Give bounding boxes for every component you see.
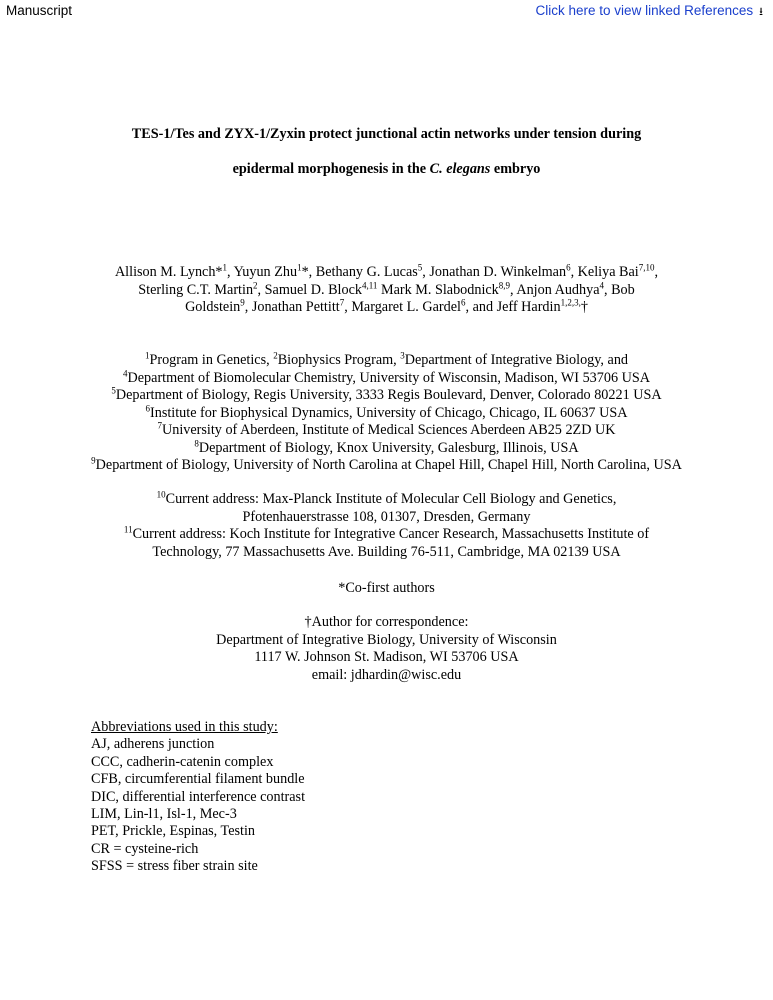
correspondence bbox=[60, 614, 713, 684]
author-affiliation: 6 bbox=[460, 297, 466, 308]
author-name: Jeff Hardin bbox=[496, 299, 561, 315]
correspondence-address: 1117 W. Johnson St. Madison, WI 53706 USA bbox=[254, 649, 519, 665]
manuscript-label: Manuscript bbox=[6, 3, 73, 18]
current-addresses bbox=[60, 491, 713, 561]
affiliation-line: $^6$Institute for Biophysical Dynamics, University of Chicago, Chicago, IL 60637 USA bbox=[145, 402, 628, 421]
author-affiliation: 5 bbox=[417, 262, 423, 273]
abbreviations-heading: Abbreviations used in this study: bbox=[91, 719, 278, 735]
abbreviation-item: DIC, differential interference contrast bbox=[91, 788, 306, 805]
author-affiliation: 1 bbox=[297, 262, 302, 273]
current-address-line: Technology, 77 Massachusetts Ave. Building 76-511, Cambridge, MA 02139 USA bbox=[152, 543, 621, 560]
author-affiliation: 7,10 bbox=[638, 262, 655, 273]
current-address-line: $^{10}$Current address: Max-Planck Institute of Molecular Cell Biology and Genetics, bbox=[156, 489, 617, 507]
author-list: Allison M. Lynch*$^1$, Yuyun Zhu$^1$*, Bethany G. Lucas$^5$, Jonathan D. Winkelman$^6$, Keliya Bai$^{7,10}$, Sterling C.T. Martin$^2$, Samuel D. Block$^{4,11}$ Mark M. Slabodnick$^{8,9}$, Anjon Audhya$^4$, Bob Goldstein$^9$, Jonathan Pettitt$^7$, Margaret L. Gardel$^6$, and Jeff Hardin$^{1,2,3,}$† bbox=[114, 262, 659, 315]
affiliations bbox=[30, 352, 743, 475]
co-first-note: *Co-first authors bbox=[338, 580, 435, 596]
title-text: epidermal morphogenesis in the bbox=[232, 161, 430, 177]
correspondence-email: email: jdhardin@wisc.edu bbox=[311, 666, 462, 683]
author-affiliation: 4,11 bbox=[361, 279, 378, 290]
affiliation-line: $^1$Program in Genetics, $^2$Biophysics Program, $^3$Department of Integrative Biology, and bbox=[144, 350, 629, 368]
abbreviation-item: PET, Prickle, Espinas, Testin bbox=[91, 823, 255, 840]
abbreviation-item: CCC, cadherin-catenin complex bbox=[91, 753, 274, 770]
affiliation-line: $^8$Department of Biology, Knox University, Galesburg, Illinois, USA bbox=[194, 437, 579, 456]
author-name: Allison M. Lynch* bbox=[114, 264, 223, 280]
linked-references-label[interactable]: Click here to view linked References bbox=[535, 3, 754, 18]
author-name: Jonathan D. Winkelman bbox=[429, 264, 567, 280]
correspondence-dept: Department of Integrative Biology, University of Wisconsin bbox=[216, 631, 557, 648]
title-text-end: embryo bbox=[490, 161, 541, 177]
author-affiliation: 2 bbox=[253, 279, 258, 290]
abbreviation-item: SFSS = stress fiber strain site bbox=[91, 858, 258, 875]
correspondence-heading: †Author for correspondence: bbox=[304, 614, 469, 630]
author-affiliation: 9 bbox=[240, 297, 245, 308]
affiliation-line: $^7$University of Aberdeen, Institute of Medical Sciences Aberdeen AB25 2ZD UK bbox=[157, 420, 616, 438]
current-address-line: Pfotenhauerstrasse 108, 01307, Dresden, Germany bbox=[242, 508, 531, 525]
author-name: Bethany G. Lucas bbox=[315, 264, 418, 280]
abbreviations bbox=[91, 719, 305, 876]
author-affiliation: 7 bbox=[339, 297, 345, 308]
author-mark: † bbox=[580, 299, 588, 315]
download-icon[interactable]: ⭳ bbox=[759, 6, 763, 18]
author-affiliation: 4 bbox=[599, 279, 604, 290]
paper-title-line-1: TES-1/Tes and ZYX-1/Zyxin protect junctional actin networks under tension during bbox=[131, 126, 642, 142]
affiliation-line: $^9$Department of Biology, University of North Carolina at Chapel Hill, Chapel Hill, North Carolina, USA bbox=[91, 455, 682, 473]
author-name: Margaret L. Gardel bbox=[351, 299, 461, 315]
author-name: Samuel D. Block bbox=[264, 281, 362, 298]
author-name: Sterling C.T. Martin bbox=[138, 281, 254, 298]
affiliation-line: $^4$Department of Biomolecular Chemistry, University of Wisconsin, Madison, WI 53706 USA bbox=[123, 367, 650, 386]
author-affiliation: 1 bbox=[222, 262, 228, 273]
linked-references-link[interactable] bbox=[536, 3, 763, 22]
author-affiliation: 6 bbox=[566, 262, 571, 273]
author-affiliation: 1,2,3, bbox=[560, 297, 581, 308]
author-name: Keliya Bai bbox=[577, 264, 639, 280]
species-name: C. elegans bbox=[429, 161, 491, 177]
author-name: Anjon Audhya bbox=[516, 281, 600, 298]
author-affiliation: 8,9 bbox=[498, 279, 511, 290]
top-bar bbox=[0, 0, 773, 22]
abbreviation-item: CR = cysteine-rich bbox=[91, 840, 199, 857]
author-name: Yuyun Zhu bbox=[233, 264, 298, 280]
paper-title-line-2 bbox=[40, 161, 733, 178]
abbreviation-item: AJ, adherens junction bbox=[91, 736, 215, 753]
abbreviation-item: CFB, circumferential filament bundle bbox=[91, 771, 305, 788]
abbreviation-item: LIM, Lin-l1, Isl-1, Mec-3 bbox=[91, 806, 237, 823]
affiliation-line: $^5$Department of Biology, Regis University, 3333 Regis Boulevard, Denver, Colorado 80221 USA bbox=[111, 385, 662, 403]
author-name: Jonathan Pettitt bbox=[251, 299, 340, 315]
author-name: Mark M. Slabodnick bbox=[380, 281, 499, 298]
current-address-line: $^{11}$Current address: Koch Institute for Integrative Cancer Research, Massachusetts Institute of bbox=[123, 524, 650, 542]
author-mark: * bbox=[301, 264, 309, 280]
